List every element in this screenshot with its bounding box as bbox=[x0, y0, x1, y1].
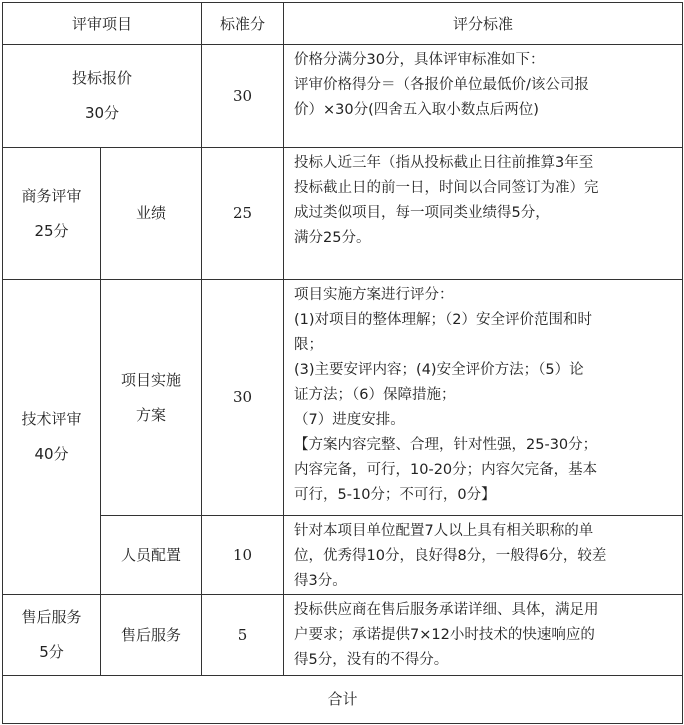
tech-plan-sub-line: 方案 bbox=[136, 405, 167, 424]
tech-plan-desc-line: 内容完备，可行，10-20分；内容欠完备，基本 bbox=[294, 462, 598, 478]
tech-staff-sub: 人员配置 bbox=[101, 516, 202, 595]
header-criteria: 评分标准 bbox=[284, 3, 683, 45]
table-row-tech-staff bbox=[3, 516, 683, 595]
price-item bbox=[3, 45, 202, 148]
tech-staff-score: 10 bbox=[202, 516, 284, 595]
header-item: 评审项目 bbox=[3, 3, 202, 45]
table-row-price bbox=[3, 45, 683, 148]
table-row-after-sales bbox=[3, 595, 683, 676]
after-sales-category-name: 售后服务 bbox=[21, 608, 82, 626]
after-sales-desc-line: 户要求；承诺提供7×12小时技术的快速响应的 bbox=[294, 627, 595, 643]
scoring-table bbox=[2, 2, 683, 724]
business-category-name: 商务评审 bbox=[21, 186, 82, 205]
price-desc-line: 价）×30分(四舍五入取小数点后两位) bbox=[294, 102, 539, 118]
total-label: 合计 bbox=[3, 676, 683, 724]
price-name: 投标报价 bbox=[72, 69, 133, 87]
table-row-business bbox=[3, 148, 683, 280]
tech-plan-sub-line: 项目实施 bbox=[121, 370, 182, 389]
after-sales-score: 5 bbox=[202, 595, 284, 676]
business-category bbox=[3, 148, 101, 280]
tech-plan-desc-line: 限； bbox=[294, 337, 324, 353]
price-desc-line: 评审价格得分＝（各报价单位最低价/该公司报 bbox=[294, 77, 589, 93]
table-row-tech-plan bbox=[3, 280, 683, 516]
business-desc-line: 成过类似项目，每一项同类业绩得5分， bbox=[294, 205, 550, 221]
business-desc-line: 投标截止日的前一日，时间以合同签订为准）完 bbox=[294, 180, 599, 196]
business-category-score: 25分 bbox=[34, 221, 69, 240]
price-desc-line: 价格分满分30分，具体评审标准如下： bbox=[294, 52, 545, 68]
tech-plan-desc-line: 可行，5-10分；不可行，0分】 bbox=[294, 487, 496, 503]
tech-plan-desc-line: （7）进度安排。 bbox=[294, 412, 405, 428]
tech-staff-desc-line: 针对本项目单位配置7人以上具有相关职称的单 bbox=[294, 523, 594, 539]
tech-staff-criteria bbox=[284, 516, 683, 595]
tech-category bbox=[3, 280, 101, 595]
price-criteria bbox=[284, 45, 683, 148]
table-row-total bbox=[3, 676, 683, 724]
after-sales-category-score: 5分 bbox=[39, 643, 64, 661]
tech-staff-desc-line: 得3分。 bbox=[294, 573, 347, 589]
after-sales-criteria bbox=[284, 595, 683, 676]
after-sales-sub: 售后服务 bbox=[101, 595, 202, 676]
business-sub: 业绩 bbox=[101, 148, 202, 280]
table-header-row bbox=[3, 3, 683, 45]
header-standard-score: 标准分 bbox=[202, 3, 284, 45]
tech-plan-sub bbox=[101, 280, 202, 516]
price-score: 30 bbox=[202, 45, 284, 148]
tech-plan-score: 30 bbox=[202, 280, 284, 516]
after-sales-category bbox=[3, 595, 101, 676]
business-criteria bbox=[284, 148, 683, 280]
after-sales-desc-line: 得5分，没有的不得分。 bbox=[294, 652, 449, 668]
business-desc-line: 满分25分。 bbox=[294, 230, 371, 246]
tech-plan-desc-line: 【方案内容完整、合理，针对性强，25-30分； bbox=[294, 437, 598, 453]
tech-plan-desc-line: 证方法；（6）保障措施； bbox=[294, 387, 456, 403]
tech-plan-desc-line: 项目实施方案进行评分： bbox=[294, 287, 454, 303]
business-desc-line: 投标人近三年（指从投标截止日往前推算3年至 bbox=[294, 155, 594, 171]
tech-plan-desc-line: (1)对项目的整体理解；（2）安全评价范围和时 bbox=[294, 312, 593, 328]
tech-category-score: 40分 bbox=[34, 445, 69, 463]
tech-plan-criteria bbox=[284, 280, 683, 516]
tech-staff-desc-line: 位，优秀得10分，良好得8分，一般得6分，较差 bbox=[294, 548, 607, 564]
tech-plan-desc-line: (3)主要安评内容；(4)安全评价方法；（5）论 bbox=[294, 362, 584, 378]
business-score: 25 bbox=[202, 148, 284, 280]
after-sales-desc-line: 投标供应商在售后服务承诺详细、具体，满足用 bbox=[294, 602, 599, 618]
price-score-label: 30分 bbox=[84, 104, 120, 122]
tech-category-name: 技术评审 bbox=[21, 410, 82, 428]
